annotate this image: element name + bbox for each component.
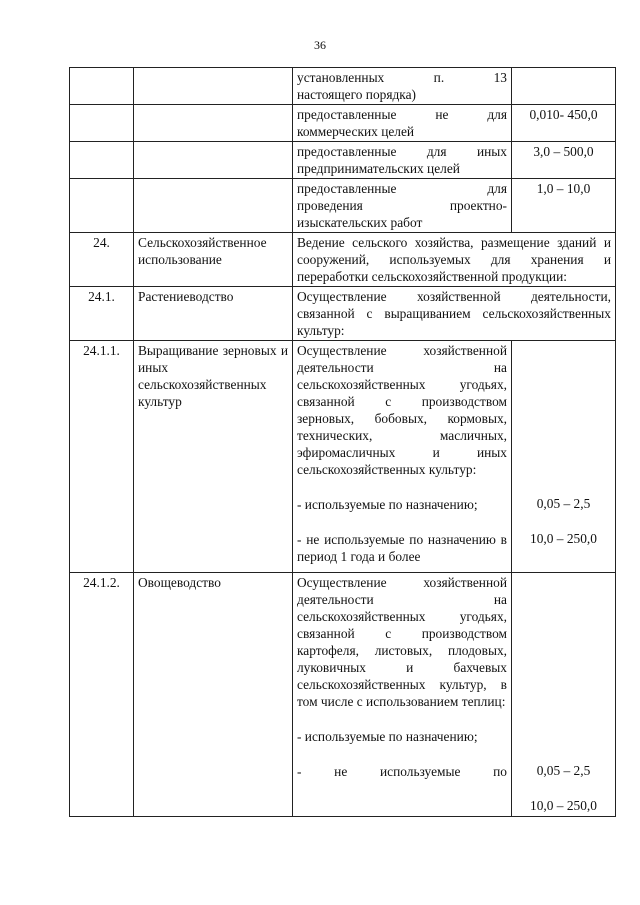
description-line: проведения проектно- [297, 198, 507, 213]
description-line: настоящего порядка) [297, 87, 417, 102]
description-cell [293, 233, 616, 287]
description-line: предоставленные не для [297, 107, 507, 122]
description-line: предоставленные для иных [297, 144, 507, 159]
value-not-used: 10,0 – 250,0 [530, 798, 597, 813]
table-row [70, 233, 616, 287]
description-cell [293, 68, 512, 105]
name-cell [134, 142, 293, 179]
value-cell: 0,010- 450,0 [512, 105, 616, 142]
table-row [70, 341, 616, 573]
value-used: 0,05 – 2,5 [536, 763, 591, 778]
description-cell [293, 142, 512, 179]
name-cell [134, 68, 293, 105]
name-cell: Сельскохозяйственное использование [134, 233, 293, 287]
code-cell: 24.1. [70, 287, 134, 341]
description-line: предпринимательских целей [297, 161, 460, 176]
item-used: - используемые по назначению; [297, 497, 478, 512]
description-line: установленных п. 13 [297, 70, 507, 85]
description-cell [293, 179, 512, 233]
description-cell [293, 573, 512, 817]
description-line: изыскательских работ [297, 215, 423, 230]
description-text: Осуществление хозяйственной деятельности, связанной с выращиванием сельскохозяйственных культур: [297, 289, 611, 338]
value-cell: 1,0 – 10,0 [512, 179, 616, 233]
item-not-used: - не используемые по назначению в период 1 года и более [297, 532, 507, 564]
name-cell: Овощеводство [134, 573, 293, 817]
value-cell: 3,0 – 500,0 [512, 142, 616, 179]
description-line: коммерческих целей [297, 124, 415, 139]
description-text: Осуществление хозяйственной деятельности на сельскохозяйственных угодьях, связанной с производством зерновых, бобовых, кормовых, технических, масличных, эфиромасличных и иных сельскохозяйственных культур: [297, 343, 507, 477]
table-row [70, 142, 616, 179]
code-cell [70, 179, 134, 233]
name-text: Выращивание зерновых и иных сельскохозяйственных культур [138, 343, 288, 409]
description-line: предоставленные для [297, 181, 507, 196]
value-cell [512, 573, 616, 817]
name-cell: Растениеводство [134, 287, 293, 341]
code-cell: 24.1.1. [70, 341, 134, 573]
code-cell [70, 105, 134, 142]
table-row [70, 105, 616, 142]
name-cell [134, 179, 293, 233]
description-cell [293, 287, 616, 341]
value-cell [512, 68, 616, 105]
item-used: - используемые по назначению; [297, 729, 478, 744]
name-cell [134, 105, 293, 142]
table-row [70, 287, 616, 341]
table-row [70, 573, 616, 817]
code-cell [70, 142, 134, 179]
code-cell: 24.1.2. [70, 573, 134, 817]
value-not-used: 10,0 – 250,0 [530, 531, 597, 546]
name-cell [134, 341, 293, 573]
value-cell [512, 341, 616, 573]
description-text: Осуществление хозяйственной деятельности на сельскохозяйственных угодьях, связанной с производством картофеля, листовых, плодовых, луковичных и бахчевых сельскохозяйственных культур, в том числе с использованием теплиц: [297, 575, 507, 709]
page-number: 36 [314, 38, 326, 52]
description-text: Ведение сельского хозяйства, размещение зданий и сооружений, используемых для хранения и переработки сельскохозяйственной продукции: [297, 235, 611, 284]
table-row [70, 68, 616, 105]
code-cell [70, 68, 134, 105]
description-cell [293, 341, 512, 573]
land-use-table [69, 67, 616, 817]
item-not-used: - не используемые по [297, 764, 507, 779]
table-row [70, 179, 616, 233]
code-cell: 24. [70, 233, 134, 287]
value-used: 0,05 – 2,5 [536, 496, 591, 511]
description-cell [293, 105, 512, 142]
